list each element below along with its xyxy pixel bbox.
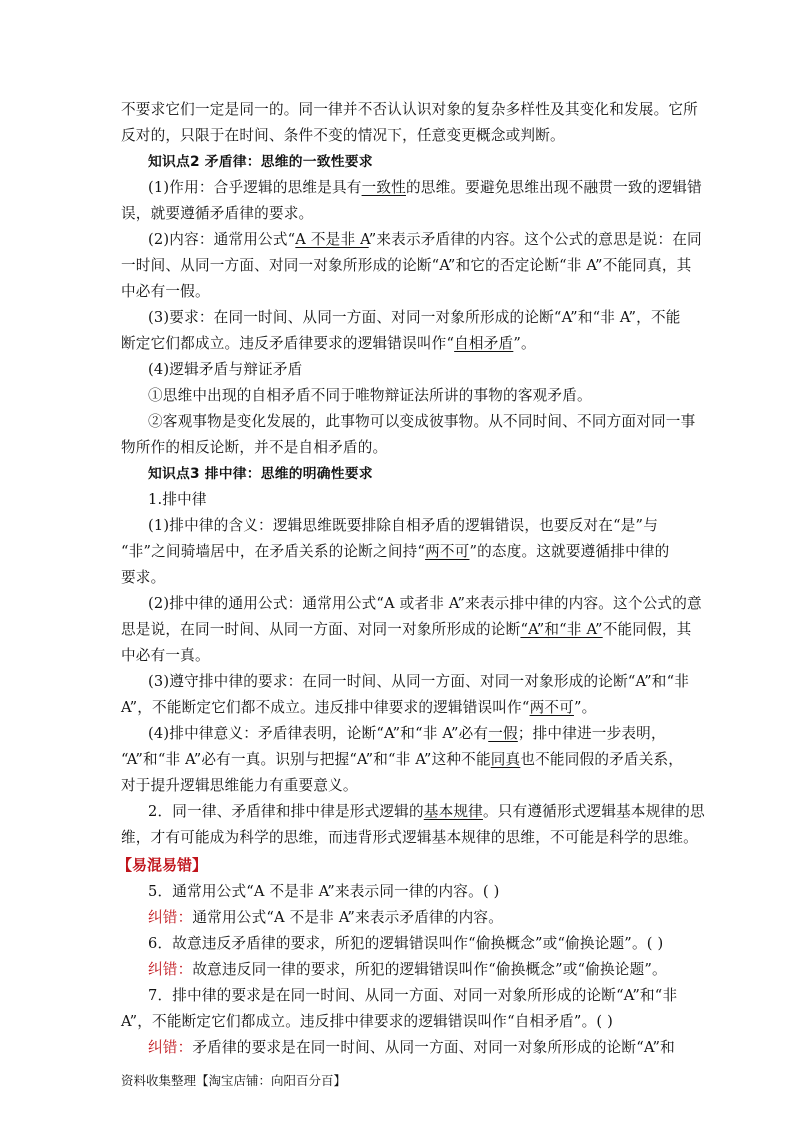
text-line: (1)排中律的含义：逻辑思维既要排除自相矛盾的逻辑错误，也要反对在“是”与 [148,517,658,534]
correction-label: 纠错： [148,909,193,926]
text-line: ②客观事物是变化发展的，此事物可以变成彼事物。从不同时间、不同方面对同一事 [148,413,696,430]
correction-label: 纠错： [148,961,193,978]
question-line: 5．通常用公式“A 不是非 A”来表示同一律的内容。( ) [148,883,500,900]
text-line: 物所作的相反论断，并不是自相矛盾的。 [121,439,388,456]
text-line: “A”和“非 A”必有一真。识别与把握“A”和“非 A”这种不能同真也不能同假的矛盾关系， [121,751,684,768]
text-line: 思是说，在同一时间、从同一方面、对同一对象所形成的论断“A”和“非 A”不能同假，其 [121,621,692,638]
section-tag-confusing-errors: 【易混易错】 [117,856,208,874]
text-line: (4)逻辑矛盾与辩证矛盾 [148,361,303,378]
text-line: (2)内容：通常用公式“A 不是非 A”来表示矛盾律的内容。这个公式的意思是说：在同 [148,231,702,248]
text-line: “非”之间骑墙居中，在矛盾关系的论断之间持“两不可”的态度。这就要遵循排中律的 [121,543,670,560]
section-heading: 知识点3 排中律：思维的明确性要求 [148,466,373,482]
text-line: 1.排中律 [148,491,207,508]
text-line: (1)作用：合乎逻辑的思维是具有一致性的思维。要避免思维出现不融贯一致的逻辑错 [148,179,702,196]
text-line: (2)排中律的通用公式：通常用公式“A 或者非 A”来表示排中律的内容。这个公式的意 [148,595,702,612]
correction-line: 纠错：通常用公式“A 不是非 A”来表示矛盾律的内容。 [148,909,504,926]
underlined-answer: 同真 [490,751,521,768]
text-line: (3)遵守排中律的要求：在同一时间、从同一方面、对同一对象形成的论断“A”和“非 [148,673,690,690]
section-heading: 知识点2 矛盾律：思维的一致性要求 [148,154,373,170]
underlined-answer: 一致性 [361,179,406,196]
text-line: 2．同一律、矛盾律和排中律是形式逻辑的基本规律。只有遵循形式逻辑基本规律的思 [148,803,705,820]
question-line: 7．排中律的要求是在同一时间、从同一方面、对同一对象所形成的论断“A”和“非 [148,987,678,1004]
question-line: A”，不能断定它们都成立。违反排中律要求的逻辑错误叫作“自相矛盾”。( ) [121,1013,614,1030]
text-line: 对于提升逻辑思维能力有重要意义。 [121,777,358,794]
text-line: 中必有一真。 [121,647,210,664]
text-line: 误，就要遵循矛盾律的要求。 [121,205,314,222]
text-line: 不要求它们一定是同一的。同一律并不否认认识对象的复杂多样性及其变化和发展。它所 [121,101,698,118]
question-line: 6．故意违反矛盾律的要求，所犯的逻辑错误叫作“偷换概念”或“偷换论题”。( ) [148,935,664,952]
underlined-answer: 基本规律 [423,803,483,820]
page-footer: 资料收集整理【淘宝店铺：向阳百分百】 [121,1073,347,1088]
text-line: 中必有一假。 [121,283,210,300]
underlined-answer: 两不可 [425,543,470,560]
text-line: 一时间、从同一方面、对同一对象所形成的论断“A”和它的否定论断“非 A”不能同真，其 [121,257,692,274]
text-line: 维，才有可能成为科学的思维，而违背形式逻辑基本规律的思维，不可能是科学的思维。 [121,829,698,846]
underlined-answer: “A”和“非 A” [520,621,603,638]
correction-line: 纠错：矛盾律的要求是在同一时间、从同一方面、对同一对象所形成的论断“A”和 [148,1039,675,1056]
text-line: (3)要求：在同一时间、从同一方面、对同一对象所形成的论断“A”和“非 A”，不能 [148,309,681,326]
text-line: (4)排中律意义：矛盾律表明，论断“A”和“非 A”必有一假；排中律进一步表明， [148,725,666,742]
correction-label: 纠错： [148,1039,193,1056]
text-line: A”，不能断定它们都不成立。违反排中律要求的逻辑错误叫作“两不可”。 [121,699,597,716]
underlined-answer: 两不可 [529,699,574,716]
text-line: 要求。 [121,569,166,586]
text-line: ①思维中出现的自相矛盾不同于唯物辩证法所讲的事物的客观矛盾。 [148,387,592,404]
correction-line: 纠错：故意违反同一律的要求，所犯的逻辑错误叫作“偷换概念”或“偷换论题”。 [148,961,667,978]
underlined-answer: 自相矛盾 [454,335,514,352]
text-line: 断定它们都成立。违反矛盾律要求的逻辑错误叫作“自相矛盾”。 [121,335,536,352]
underlined-answer: 一假 [488,725,518,742]
underlined-answer: A 不是非 A [295,231,369,248]
text-line: 反对的，只限于在时间、条件不变的情况下，任意变更概念或判断。 [121,127,565,144]
